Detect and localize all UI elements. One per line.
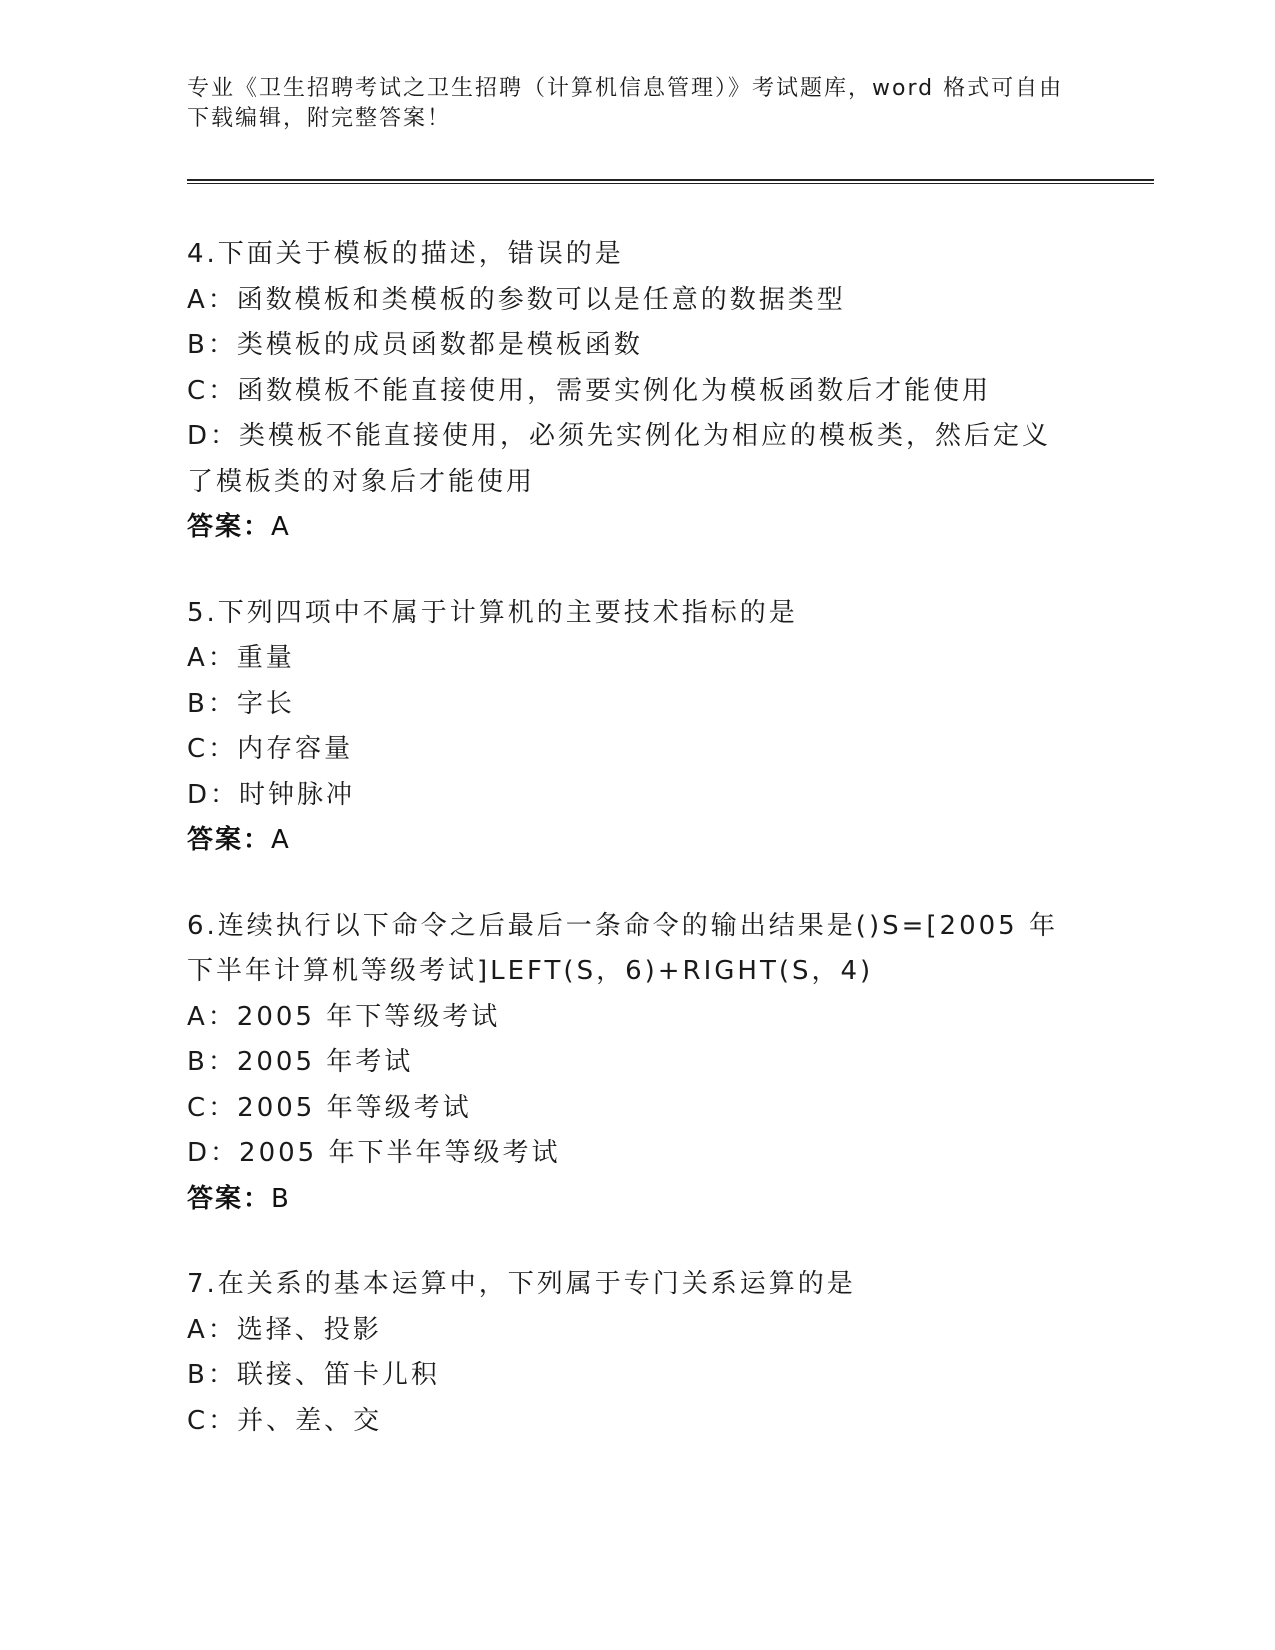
option-c: C：函数模板不能直接使用，需要实例化为模板函数后才能使用 bbox=[187, 375, 992, 406]
option-c: C：2005 年等级考试 bbox=[187, 1092, 472, 1123]
answer-label: 答案： bbox=[187, 512, 272, 542]
option-b: B：字长 bbox=[187, 688, 295, 719]
question-7 bbox=[187, 1262, 1087, 1444]
answer-label: 答案： bbox=[187, 825, 272, 855]
answer-line bbox=[187, 505, 1087, 551]
option-a: A：重量 bbox=[187, 643, 295, 673]
option-b: B：联接、笛卡儿积 bbox=[187, 1360, 440, 1390]
question-stem: 4.下面关于模板的描述，错误的是 bbox=[187, 239, 624, 269]
answer-value: A bbox=[271, 825, 291, 855]
answer-value: B bbox=[271, 1183, 291, 1214]
option-a: A：2005 年下等级考试 bbox=[187, 1001, 501, 1032]
question-list bbox=[187, 232, 1087, 1484]
answer-line bbox=[187, 1177, 1087, 1223]
option-a: A：选择、投影 bbox=[187, 1314, 382, 1345]
question-stem: 5.下列四项中不属于计算机的主要技术指标的是 bbox=[187, 597, 798, 628]
option-b: B：类模板的成员函数都是模板函数 bbox=[187, 330, 643, 360]
answer-value: A bbox=[271, 512, 291, 542]
document-header: 专业《卫生招聘考试之卫生招聘（计算机信息管理）》考试题库，word 格式可自由下载编辑，附完整答案！ bbox=[187, 76, 1064, 131]
question-stem: 7.在关系的基本运算中，下列属于专门关系运算的是 bbox=[187, 1269, 856, 1299]
option-c: C：内存容量 bbox=[187, 734, 354, 764]
option-a: A：函数模板和类模板的参数可以是任意的数据类型 bbox=[187, 284, 846, 315]
answer-line bbox=[187, 818, 1087, 864]
option-d: D：时钟脉冲 bbox=[187, 779, 356, 810]
answer-label: 答案： bbox=[187, 1183, 272, 1214]
question-5 bbox=[187, 591, 1087, 864]
question-4 bbox=[187, 232, 1087, 551]
option-d: D：类模板不能直接使用，必须先实例化为相应的模板类，然后定义了模板类的对象后才能使用 bbox=[187, 421, 1052, 497]
option-d: D：2005 年下半年等级考试 bbox=[187, 1138, 561, 1168]
option-b: B：2005 年考试 bbox=[187, 1047, 414, 1077]
option-c: C：并、差、交 bbox=[187, 1405, 383, 1436]
header-divider-thick bbox=[187, 179, 1154, 181]
question-6 bbox=[187, 904, 1087, 1223]
header-divider-thin bbox=[187, 183, 1154, 184]
question-stem: 6.连续执行以下命令之后最后一条命令的输出结果是()S=[2005 年下半年计算机等级考试]LEFT(S，6)+RIGHT(S，4) bbox=[187, 910, 1058, 986]
